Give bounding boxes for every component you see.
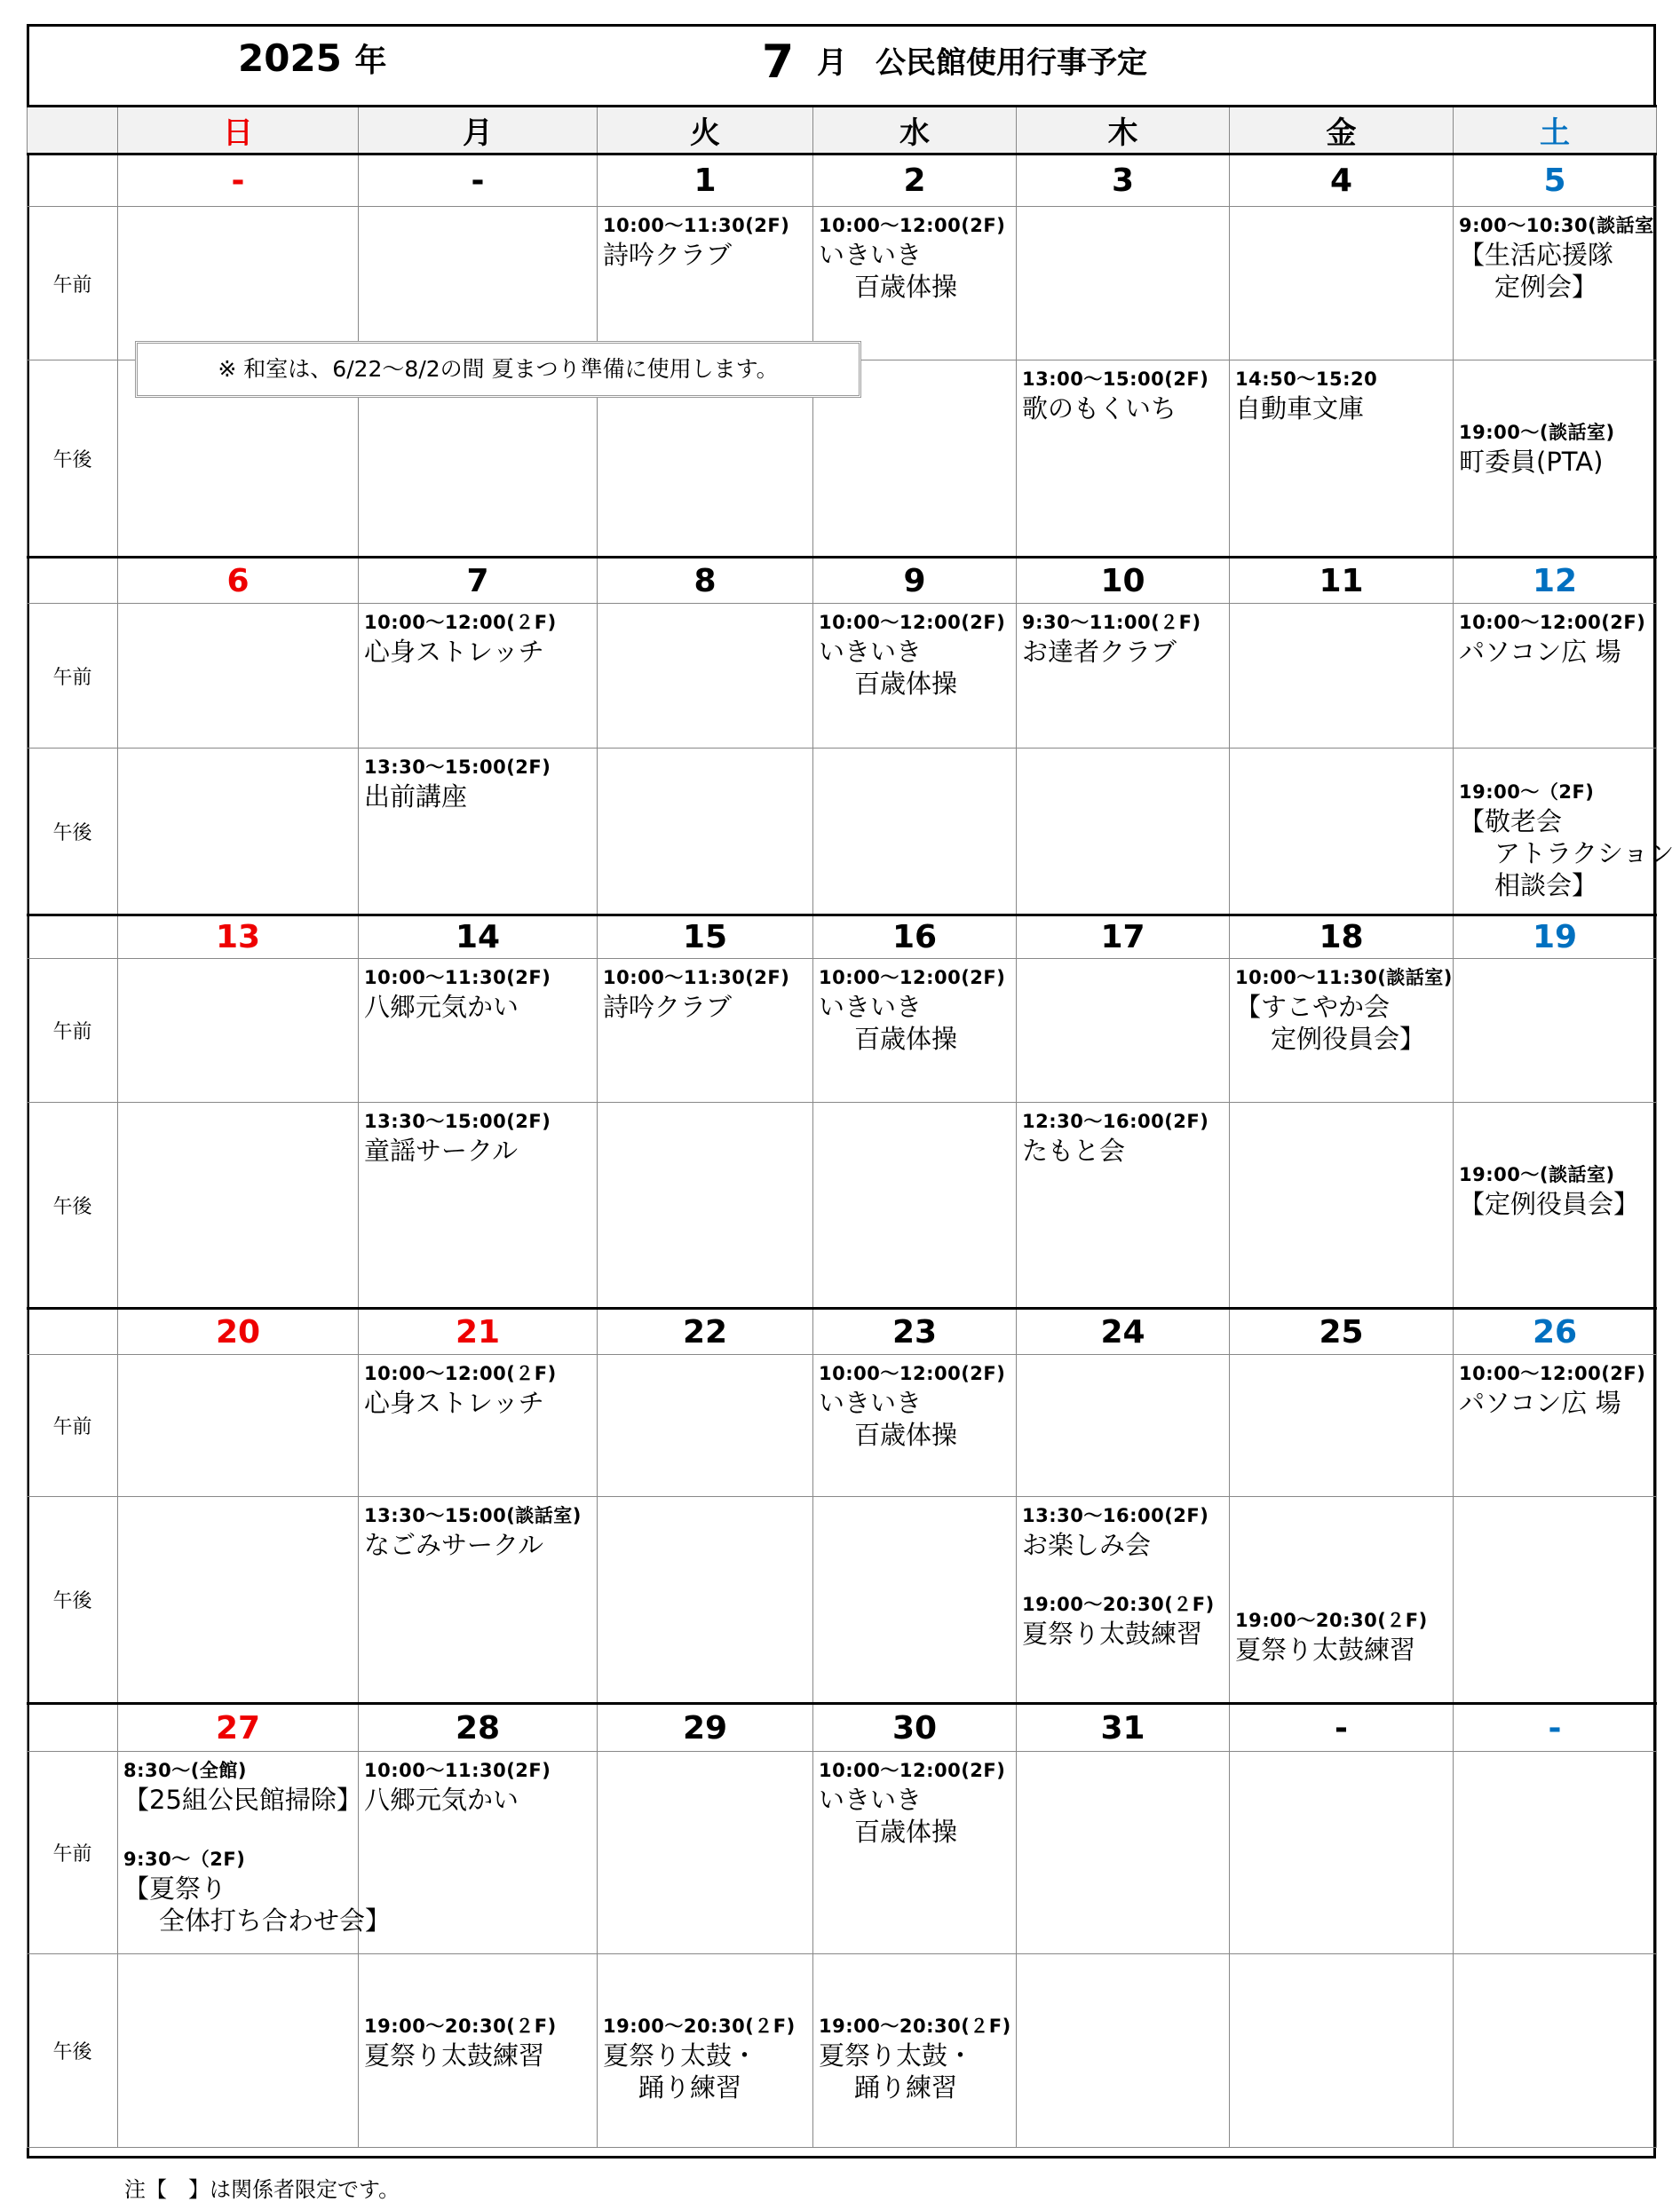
date-cell: 5	[1454, 154, 1657, 207]
schedule-cell	[1454, 360, 1657, 558]
event-name: いきいき	[819, 240, 923, 270]
schedule-cell	[1454, 604, 1657, 749]
event-entry	[118, 1841, 392, 1937]
am-label: 午前	[28, 604, 118, 749]
event-time: 14:50～15:20	[1235, 368, 1378, 390]
date-row	[28, 1309, 1657, 1355]
schedule-cell	[598, 1954, 813, 2148]
afternoon-row	[28, 1497, 1657, 1704]
schedule-cell	[598, 1103, 813, 1309]
schedule-cell	[1454, 1103, 1657, 1309]
event-entry	[1454, 773, 1675, 901]
schedule-cell	[598, 1355, 813, 1497]
page-title: 公民館使用行事予定	[876, 45, 1147, 81]
schedule-cell	[118, 959, 359, 1103]
event-time: 10:00～11:30(2F)	[364, 967, 551, 988]
event-entry	[598, 2008, 812, 2103]
schedule-cell	[813, 1103, 1017, 1309]
event-name: 相談会】	[1494, 870, 1598, 900]
event-name: 夏祭り太鼓・	[819, 2040, 974, 2071]
date-cell: -	[118, 154, 359, 207]
event-time: 9:00～10:30(談話室	[1459, 215, 1654, 236]
am-label: 午前	[28, 1355, 118, 1497]
event-name: 心身ストレッチ	[364, 1388, 544, 1418]
schedule-cell	[598, 1752, 813, 1954]
schedule-cell	[813, 1497, 1017, 1704]
event-name: 心身ストレッチ	[364, 637, 544, 667]
date-cell: 13	[118, 915, 359, 959]
schedule-cell	[359, 1103, 598, 1309]
date-cell: 26	[1454, 1309, 1657, 1355]
schedule-cell	[1230, 1355, 1454, 1497]
date-row	[28, 915, 1657, 959]
schedule-cell	[1017, 1355, 1230, 1497]
date-cell: 31	[1017, 1704, 1230, 1752]
schedule-cell	[118, 1103, 359, 1309]
event-entry	[359, 2008, 597, 2071]
schedule-cell	[813, 604, 1017, 749]
weekday-header-row	[28, 107, 1657, 154]
notice-box: ※ 和室は、6/22～8/2の間 夏まつり準備に使用します。	[135, 341, 861, 398]
event-entry	[1454, 604, 1656, 668]
event-time: 10:00～11:30(2F)	[603, 215, 790, 236]
event-time: 10:00～11:30(2F)	[364, 1760, 551, 1781]
weekday-header: 日	[118, 107, 359, 154]
date-row-blank	[28, 154, 118, 207]
schedule-cell	[598, 207, 813, 360]
event-entry	[359, 604, 597, 668]
event-name: 八郷元気かい	[364, 1785, 519, 1815]
am-label: 午前	[28, 959, 118, 1103]
schedule-cell	[1230, 604, 1454, 749]
event-name: 百歳体操	[854, 272, 958, 302]
pm-label: 午後	[28, 1954, 118, 2148]
event-name: アトラクション	[1494, 838, 1675, 868]
date-cell: 27	[118, 1704, 359, 1752]
event-entry	[359, 1497, 597, 1561]
weekday-header: 土	[1454, 107, 1657, 154]
schedule-cell	[1230, 207, 1454, 360]
schedule-cell	[118, 1954, 359, 2148]
schedule-cell	[1454, 1954, 1657, 2148]
weekday-header: 火	[598, 107, 813, 154]
event-name: 【生活応援隊	[1459, 240, 1614, 270]
event-name: 百歳体操	[854, 669, 958, 699]
event-name: いきいき	[819, 992, 923, 1022]
event-time: 19:00～20:30(２F)	[819, 2016, 1011, 2037]
schedule-cell	[359, 1355, 598, 1497]
event-entry	[598, 207, 812, 271]
date-cell: 24	[1017, 1309, 1230, 1355]
schedule-cell	[598, 959, 813, 1103]
event-entry	[1017, 604, 1229, 668]
morning-row	[28, 1355, 1657, 1497]
date-cell: 7	[359, 558, 598, 604]
schedule-cell	[359, 207, 598, 360]
event-entry	[813, 2008, 1016, 2103]
event-time: 19:00～20:30(２F)	[603, 2016, 796, 2037]
event-time: 10:00～12:00(2F)	[1459, 612, 1646, 633]
event-name: 【すこやか会	[1235, 992, 1391, 1022]
event-entry	[813, 207, 1016, 303]
event-name: 夏祭り太鼓練習	[1235, 1635, 1416, 1665]
event-name: 童謡サークル	[364, 1136, 519, 1166]
event-entry	[359, 1355, 597, 1419]
event-entry	[1230, 360, 1453, 424]
event-entry	[1017, 1497, 1229, 1561]
pm-label: 午後	[28, 1103, 118, 1309]
pm-label: 午後	[28, 1497, 118, 1704]
morning-row	[28, 207, 1657, 360]
event-time: 10:00～12:00(2F)	[819, 612, 1006, 633]
schedule-cell	[813, 207, 1017, 360]
schedule-cell	[598, 749, 813, 915]
event-time: 13:30～15:00(2F)	[364, 756, 551, 778]
event-time: 10:00～12:00(2F)	[819, 967, 1006, 988]
date-cell: 16	[813, 915, 1017, 959]
schedule-cell	[1454, 207, 1657, 360]
date-cell: -	[1454, 1704, 1657, 1752]
weekday-header: 金	[1230, 107, 1454, 154]
date-cell: 2	[813, 154, 1017, 207]
schedule-cell	[1230, 1497, 1454, 1704]
event-name: パソコン広 場	[1459, 637, 1621, 667]
event-entry	[1230, 959, 1453, 1055]
schedule-cell	[1454, 1355, 1657, 1497]
event-name: いきいき	[819, 1388, 923, 1418]
pm-label: 午後	[28, 749, 118, 915]
event-name: お達者クラブ	[1022, 637, 1177, 667]
date-cell: 6	[118, 558, 359, 604]
footnote: 注【 】は関係者限定です。	[124, 2177, 400, 2202]
event-time: 9:30～11:00(２F)	[1022, 612, 1201, 633]
schedule-cell	[598, 604, 813, 749]
am-label: 午前	[28, 1752, 118, 1954]
date-cell: 28	[359, 1704, 598, 1752]
event-time: 10:00～11:30(談話室)	[1235, 967, 1453, 988]
event-time: 10:00～12:00(2F)	[819, 215, 1006, 236]
weekday-header: 木	[1017, 107, 1230, 154]
event-name: 百歳体操	[854, 1024, 958, 1054]
date-cell: 29	[598, 1704, 813, 1752]
event-entry	[359, 959, 597, 1023]
schedule-cell	[359, 1954, 598, 2148]
date-cell: 8	[598, 558, 813, 604]
schedule-cell	[1230, 360, 1454, 558]
schedule-cell	[1230, 749, 1454, 915]
schedule-cell	[118, 1497, 359, 1704]
schedule-cell	[1230, 1954, 1454, 2148]
event-name: 八郷元気かい	[364, 992, 519, 1022]
event-time: 10:00～12:00(２F)	[364, 612, 557, 633]
schedule-cell	[813, 1752, 1017, 1954]
event-entry	[813, 1355, 1016, 1451]
event-name: 全体打ち合わせ会】	[159, 1905, 392, 1936]
event-time: 10:00～11:30(2F)	[603, 967, 790, 988]
event-time: 19:00～20:30(２F)	[364, 2016, 557, 2037]
event-time: 19:00～(談話室)	[1459, 422, 1615, 443]
date-row-blank	[28, 1309, 118, 1355]
event-entry	[1017, 1586, 1229, 1650]
event-entry	[598, 959, 812, 1023]
date-cell: 14	[359, 915, 598, 959]
schedule-cell	[1454, 749, 1675, 915]
schedule-cell	[1017, 1497, 1230, 1704]
afternoon-row	[28, 749, 1657, 915]
schedule-cell	[359, 604, 598, 749]
schedule-cell	[1454, 1497, 1657, 1704]
date-cell: 15	[598, 915, 813, 959]
event-entry	[813, 604, 1016, 700]
date-row-blank	[28, 1704, 118, 1752]
date-row	[28, 1704, 1657, 1752]
event-time: 9:30～（2F)	[123, 1849, 246, 1870]
date-row-blank	[28, 558, 118, 604]
date-row	[28, 154, 1657, 207]
event-entry	[813, 1752, 1016, 1848]
event-entry	[813, 959, 1016, 1055]
event-entry	[118, 1752, 362, 1816]
schedule-cell	[359, 749, 598, 915]
event-entry	[1454, 1355, 1656, 1419]
schedule-cell	[1017, 749, 1230, 915]
date-cell: 10	[1017, 558, 1230, 604]
event-name: いきいき	[819, 1785, 923, 1815]
month-label	[762, 36, 795, 89]
event-name: 【定例役員会】	[1459, 1189, 1640, 1219]
schedule-cell	[1017, 959, 1230, 1103]
event-entry	[1017, 1103, 1229, 1167]
schedule-cell	[1017, 1954, 1230, 2148]
date-cell: 4	[1230, 154, 1454, 207]
event-name: 定例役員会】	[1271, 1024, 1426, 1054]
event-entry	[1454, 414, 1656, 478]
date-cell: 23	[813, 1309, 1017, 1355]
event-time: 13:30～16:00(2F)	[1022, 1505, 1209, 1526]
schedule-cell	[1017, 360, 1230, 558]
event-time: 8:30～(全館)	[123, 1760, 247, 1781]
event-time: 19:00～（2F)	[1459, 781, 1595, 803]
date-cell: 11	[1230, 558, 1454, 604]
event-entry	[359, 1752, 597, 1816]
weekday-header: 水	[813, 107, 1017, 154]
event-name: 百歳体操	[854, 1420, 958, 1450]
schedule-cell	[813, 1355, 1017, 1497]
event-time: 19:00～20:30(２F)	[1235, 1610, 1428, 1631]
event-name: 夏祭り太鼓・	[603, 2040, 758, 2071]
afternoon-row	[28, 1954, 1657, 2148]
month-value: 7	[762, 36, 795, 89]
event-name: 夏祭り太鼓練習	[364, 2040, 545, 2071]
afternoon-row	[28, 1103, 1657, 1309]
date-cell: 12	[1454, 558, 1657, 604]
event-name: 【敬老会	[1459, 806, 1563, 836]
event-time: 13:30～15:00(談話室)	[364, 1505, 582, 1526]
schedule-cell	[813, 959, 1017, 1103]
schedule-cell	[359, 959, 598, 1103]
event-time: 19:00～20:30(２F)	[1022, 1594, 1215, 1615]
event-name: 詩吟クラブ	[603, 992, 733, 1022]
morning-row	[28, 604, 1657, 749]
date-row-blank	[28, 915, 118, 959]
event-name: なごみサークル	[364, 1530, 544, 1560]
schedule-cell	[118, 604, 359, 749]
event-name: パソコン広 場	[1459, 1388, 1621, 1418]
year-label	[238, 36, 387, 80]
schedule-cell	[813, 749, 1017, 915]
schedule-cell	[1230, 1752, 1454, 1954]
event-name: 踊り練習	[638, 2072, 742, 2103]
event-time: 19:00～(談話室)	[1459, 1164, 1615, 1185]
event-name: 歌のもくいち	[1022, 393, 1177, 424]
date-cell: 19	[1454, 915, 1657, 959]
event-name: 夏祭り太鼓練習	[1022, 1619, 1203, 1649]
event-name: 百歳体操	[854, 1817, 958, 1847]
schedule-cell	[1017, 604, 1230, 749]
event-name: 踊り練習	[854, 2072, 958, 2103]
event-name: 詩吟クラブ	[603, 240, 733, 270]
schedule-cell	[598, 1497, 813, 1704]
morning-row	[28, 959, 1657, 1103]
calendar-table	[27, 105, 1675, 2148]
event-time: 10:00～12:00(2F)	[819, 1760, 1006, 1781]
schedule-cell	[118, 207, 359, 360]
date-cell: -	[359, 154, 598, 207]
event-name: 自動車文庫	[1235, 393, 1365, 424]
schedule-cell	[118, 1355, 359, 1497]
pm-label: 午後	[28, 360, 118, 558]
schedule-cell	[813, 1954, 1017, 2148]
schedule-cell	[359, 1497, 598, 1704]
event-entry	[1017, 360, 1229, 424]
date-cell: 9	[813, 558, 1017, 604]
month-unit: 月	[817, 45, 847, 81]
month-unit-label	[817, 45, 847, 81]
event-entry	[1454, 207, 1656, 303]
event-time: 13:30～15:00(2F)	[364, 1111, 551, 1132]
date-cell: 25	[1230, 1309, 1454, 1355]
event-name: 【夏祭り	[123, 1873, 227, 1904]
schedule-cell	[1017, 207, 1230, 360]
event-name: 出前講座	[364, 781, 468, 812]
date-cell: -	[1230, 1704, 1454, 1752]
date-cell: 21	[359, 1309, 598, 1355]
schedule-cell	[1454, 959, 1657, 1103]
event-name: 定例会】	[1494, 272, 1598, 302]
event-entry	[359, 1103, 597, 1167]
event-name: いきいき	[819, 637, 923, 667]
schedule-cell	[118, 1752, 392, 1954]
schedule-cell	[1017, 1752, 1230, 1954]
date-cell: 3	[1017, 154, 1230, 207]
event-entry	[359, 749, 597, 812]
schedule-cell	[1017, 1103, 1230, 1309]
date-cell: 22	[598, 1309, 813, 1355]
event-time: 10:00～12:00(２F)	[364, 1363, 557, 1384]
schedule-cell	[1454, 1752, 1657, 1954]
corner-cell	[28, 107, 118, 154]
event-name: お楽しみ会	[1022, 1530, 1152, 1560]
schedule-cell	[1230, 959, 1454, 1103]
event-time: 10:00～12:00(2F)	[1459, 1363, 1646, 1384]
event-time: 10:00～12:00(2F)	[819, 1363, 1006, 1384]
schedule-cell	[118, 749, 359, 915]
date-cell: 20	[118, 1309, 359, 1355]
event-entry	[1454, 1156, 1656, 1220]
event-time: 13:00～15:00(2F)	[1022, 368, 1209, 390]
date-cell: 1	[598, 154, 813, 207]
year-value: 2025	[238, 36, 342, 80]
date-cell: 30	[813, 1704, 1017, 1752]
schedule-cell	[1230, 1103, 1454, 1309]
weekday-header: 月	[359, 107, 598, 154]
date-cell: 17	[1017, 915, 1230, 959]
schedule-cell	[359, 1752, 598, 1954]
date-cell: 18	[1230, 915, 1454, 959]
event-time: 12:30～16:00(2F)	[1022, 1111, 1209, 1132]
event-name: 町委員(PTA)	[1459, 447, 1604, 477]
date-row	[28, 558, 1657, 604]
event-name: たもと会	[1022, 1136, 1126, 1166]
year-unit: 年	[354, 43, 387, 79]
event-name: 【25組公民館掃除】	[123, 1785, 362, 1815]
am-label: 午前	[28, 207, 118, 360]
morning-row	[28, 1752, 1657, 1954]
event-entry	[1230, 1602, 1453, 1666]
